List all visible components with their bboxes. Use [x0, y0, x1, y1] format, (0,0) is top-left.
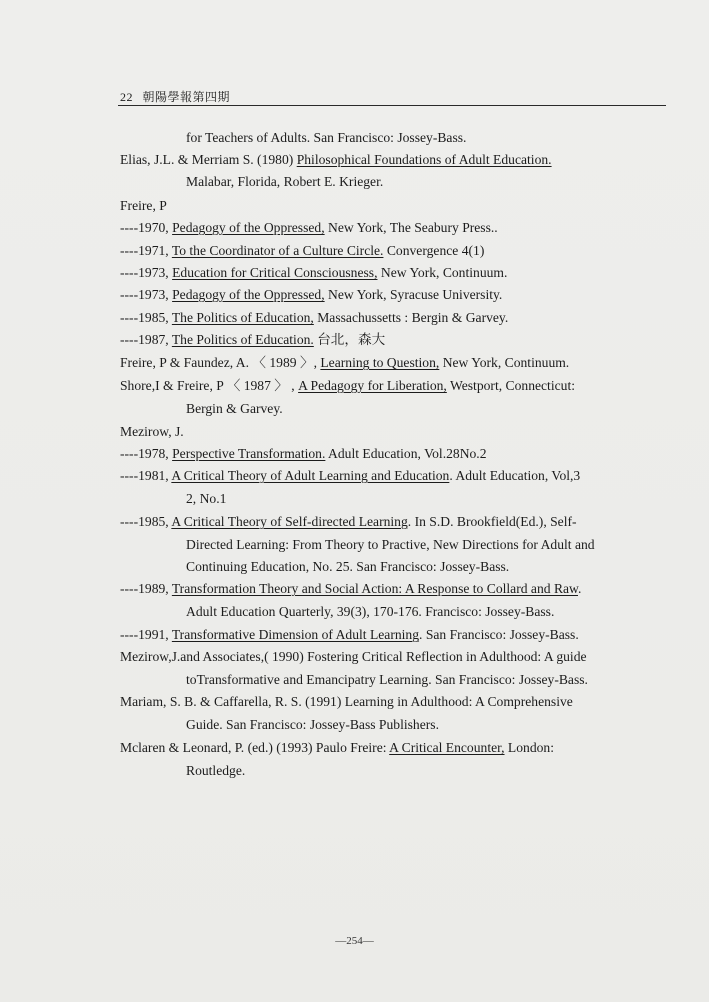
reference-text: toTransformative and Emancipatry Learning. San Francisco: Jossey-Bass.: [186, 672, 588, 687]
reference-line: [120, 331, 385, 349]
reference-line: [120, 648, 587, 666]
reference-text: New York, Continuum.: [377, 265, 508, 280]
reference-text: Adult Education Quarterly, 39(3), 170-176. Francisco: Jossey-Bass.: [186, 604, 555, 619]
reference-text: 2, No.1: [186, 491, 227, 506]
underlined-title: A Critical Theory of Self-directed Learning: [171, 514, 408, 529]
underlined-title: A Pedagogy for Liberation,: [298, 378, 447, 393]
reference-line: [186, 536, 595, 554]
reference-text: Routledge.: [186, 763, 246, 778]
underlined-title: Transformative Dimension of Adult Learning: [171, 627, 420, 642]
reference-line: [120, 354, 569, 372]
reference-text: ----1971,: [120, 243, 172, 258]
page-header: [120, 88, 665, 106]
reference-line: [120, 377, 575, 395]
reference-text: Directed Learning: From Theory to Practive, New Directions for Adult and: [186, 537, 595, 552]
reference-line: [186, 603, 554, 621]
reference-text: Westport, Connecticut:: [446, 378, 575, 393]
reference-text: Bergin & Garvey.: [186, 401, 283, 416]
underlined-title: Transformation Theory and Social Action: A Response to Collard and Raw: [171, 581, 578, 596]
reference-line: [120, 467, 580, 485]
reference-line: [186, 762, 245, 780]
underlined-title: A Critical Encounter,: [389, 740, 505, 755]
reference-line: [186, 400, 283, 418]
reference-text: Malabar, Florida, Robert E. Krieger.: [186, 174, 384, 189]
reference-line: [120, 739, 554, 757]
reference-text: Shore,I & Freire, P 〈 1987 〉 ,: [120, 378, 299, 393]
reference-line: [120, 693, 573, 711]
underlined-title: A Critical Theory of Adult Learning and Education: [171, 468, 450, 483]
reference-text: London:: [504, 740, 554, 755]
reference-text: Mezirow, J.: [120, 424, 184, 439]
reference-line: [120, 151, 552, 169]
reference-line: [186, 173, 383, 191]
reference-text: ----1989,: [120, 581, 172, 596]
reference-text: ----1973,: [120, 265, 173, 280]
reference-line: [120, 513, 577, 531]
reference-line: [186, 671, 588, 689]
reference-text: ----1978,: [120, 446, 173, 461]
reference-text: Mezirow,J.and Associates,( 1990) Fostering Critical Reflection in Adulthood: A guide: [120, 649, 587, 664]
reference-line: [120, 580, 581, 598]
reference-text: ----1985,: [120, 514, 172, 529]
underlined-title: Pedagogy of the Oppressed,: [172, 220, 325, 235]
reference-text: Freire, P: [120, 198, 167, 213]
reference-text: Elias, J.L. & Merriam S. (1980): [120, 152, 297, 167]
reference-text: Guide. San Francisco: Jossey-Bass Publishers.: [186, 717, 439, 732]
reference-text: ----1991,: [120, 627, 172, 642]
reference-line: [186, 490, 226, 508]
reference-text: Mariam, S. B. & Caffarella, R. S. (1991) Learning in Adulthood: A Comprehensive: [120, 694, 573, 709]
reference-text: for Teachers of Adults. San Francisco: Jossey-Bass.: [186, 130, 467, 145]
header-rule: [118, 105, 666, 106]
reference-text: New York, The Seabury Press..: [324, 220, 498, 235]
reference-line: [120, 242, 484, 260]
underlined-title: The Politics of Education,: [171, 310, 314, 325]
reference-line: [120, 445, 487, 463]
page-footer-number: —254—: [335, 935, 374, 947]
reference-line: [120, 286, 502, 304]
underlined-title: Learning to Question,: [320, 355, 440, 370]
reference-text: Mclaren & Leonard, P. (ed.) (1993) Paulo Freire:: [120, 740, 390, 755]
reference-text: Freire, P & Faundez, A. 〈 1989 〉,: [120, 355, 321, 370]
reference-text: .: [578, 581, 582, 596]
reference-text: New York, Syracuse University.: [324, 287, 503, 302]
underlined-title: To the Coordinator of a Culture Circle.: [171, 243, 384, 258]
reference-text: New York, Continuum.: [439, 355, 570, 370]
reference-line: [186, 558, 509, 576]
reference-text: Massachussetts : Bergin & Garvey.: [313, 310, 509, 325]
reference-line: [120, 309, 508, 327]
reference-line: [186, 129, 466, 147]
reference-line: [120, 219, 498, 237]
header-journal-title: 朝陽學報第四期: [142, 90, 231, 104]
underlined-title: The Politics of Education.: [171, 332, 314, 347]
reference-text: 台北，森大: [313, 332, 386, 347]
reference-line: [186, 716, 439, 734]
reference-text: Continuing Education, No. 25. San Francisco: Jossey-Bass.: [186, 559, 510, 574]
reference-text: Adult Education, Vol.28No.2: [325, 446, 487, 461]
reference-line: [120, 626, 579, 644]
reference-line: [120, 264, 507, 282]
reference-text: ----1973,: [120, 287, 173, 302]
reference-text: Convergence 4(1): [383, 243, 485, 258]
reference-line: [120, 197, 167, 215]
reference-text: . In S.D. Brookfield(Ed.), Self-: [407, 514, 577, 529]
underlined-title: Education for Critical Consciousness,: [172, 265, 378, 280]
underlined-title: Philosophical Foundations of Adult Education.: [296, 152, 552, 167]
reference-text: ----1970,: [120, 220, 173, 235]
header-page-number: 22: [120, 90, 133, 104]
reference-text: . Adult Education, Vol,3: [449, 468, 581, 483]
reference-text: . San Francisco: Jossey-Bass.: [419, 627, 579, 642]
reference-text: ----1985,: [120, 310, 172, 325]
underlined-title: Perspective Transformation.: [172, 446, 326, 461]
underlined-title: Pedagogy of the Oppressed,: [172, 287, 325, 302]
reference-text: ----1987,: [120, 332, 172, 347]
reference-line: [120, 423, 184, 441]
reference-text: ----1981,: [120, 468, 172, 483]
